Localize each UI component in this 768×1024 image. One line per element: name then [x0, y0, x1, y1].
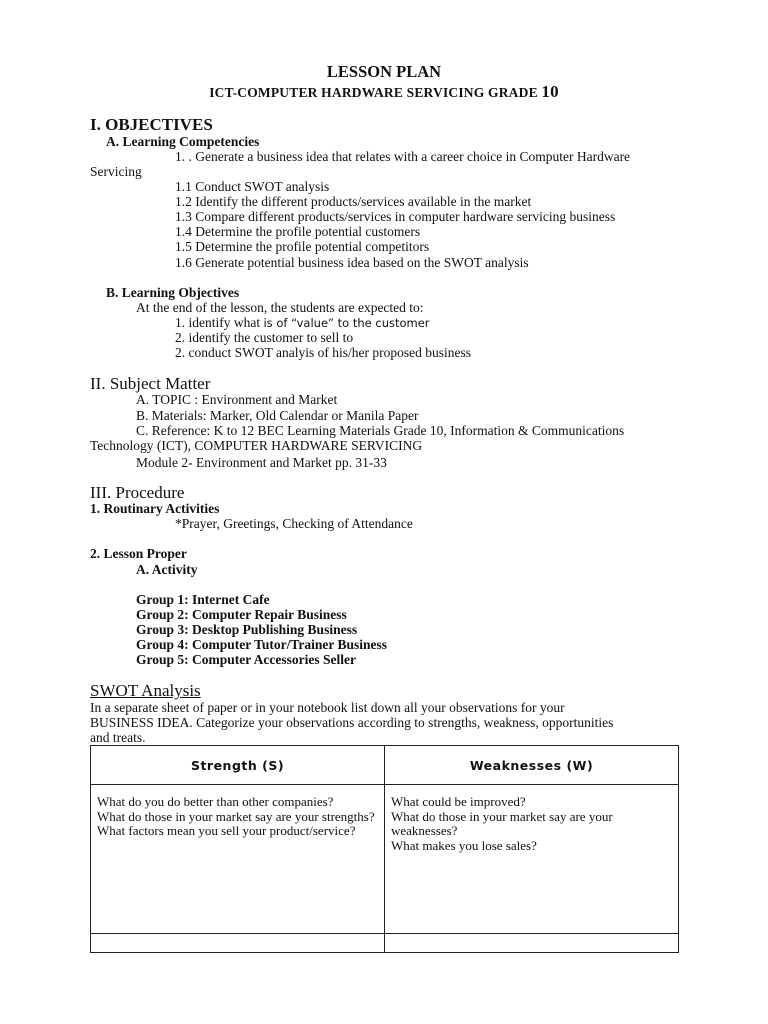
subject-reference-line3: Module 2- Environment and Market pp. 31-33	[136, 455, 387, 470]
subject-topic: A. TOPIC : Environment and Market	[136, 392, 338, 407]
learning-objective-3: 2. conduct SWOT analyis of his/her proposed business	[175, 345, 471, 360]
strength-header: Strength (S)	[91, 746, 385, 785]
swot-instruction-line1: In a separate sheet of paper or in your notebook list down all your observations for your	[90, 700, 565, 715]
subject-materials: B. Materials: Marker, Old Calendar or Manila Paper	[136, 408, 419, 423]
weakness-question: What makes you lose sales?	[391, 837, 537, 853]
subject-matter-heading: II. Subject Matter	[90, 374, 211, 393]
sub-competency-item: 1.3 Compare different products/services in computer hardware servicing business	[175, 209, 616, 224]
learning-objective-2: 2. identify the customer to sell to	[175, 330, 354, 345]
competency-1-line1: 1. . Generate a business idea that relates with a career choice in Computer Hardware	[175, 149, 631, 164]
page-title: LESSON PLAN	[326, 62, 442, 81]
sub-competency-item: 1.4 Determine the profile potential customers	[175, 224, 421, 239]
competencies-heading: A. Learning Competencies	[106, 134, 260, 149]
objective-1-prefix: 1. identify what	[175, 315, 261, 330]
weakness-header: Weaknesses (W)	[385, 746, 679, 785]
routinary-heading: 1. Routinary Activities	[90, 501, 220, 516]
group-item: Group 4: Computer Tutor/Trainer Business	[136, 637, 388, 652]
sub-competency-item: 1.5 Determine the profile potential competitors	[175, 239, 430, 254]
objectives-heading: I. OBJECTIVES	[90, 115, 213, 134]
weakness-questions	[385, 785, 678, 853]
sub-competency-item: 1.6 Generate potential business idea based on the SWOT analysis	[175, 255, 529, 270]
subject-reference-line1: C. Reference: K to 12 BEC Learning Materials Grade 10, Information & Communications	[136, 423, 625, 438]
swot-instruction-line2: BUSINESS IDEA. Categorize your observations according to strengths, weakness, opportunities	[90, 715, 614, 730]
learning-objective-1	[175, 315, 430, 331]
group-item: Group 5: Computer Accessories Seller	[136, 652, 356, 667]
table-footer-cell	[385, 934, 679, 953]
page-subtitle	[0, 84, 768, 100]
swot-heading: SWOT Analysis	[90, 681, 201, 700]
group-item: Group 2: Computer Repair Business	[136, 607, 347, 622]
procedure-heading: III. Procedure	[90, 483, 185, 502]
strength-question: What do those in your market say are your strengths?	[97, 808, 375, 824]
group-item: Group 3: Desktop Publishing Business	[136, 622, 358, 637]
routinary-text: *Prayer, Greetings, Checking of Attendance	[175, 516, 413, 531]
learning-objectives-intro: At the end of the lesson, the students are expected to:	[136, 300, 424, 315]
subject-reference-line2: Technology (ICT), COMPUTER HARDWARE SERVICING	[90, 438, 423, 453]
sub-competency-item: 1.2 Identify the different products/services available in the market	[175, 194, 532, 209]
lesson-proper-heading: 2. Lesson Proper	[90, 546, 187, 561]
swot-instruction-line3: and treats.	[90, 730, 146, 745]
subtitle-grade: 10	[541, 82, 559, 101]
subtitle-main: ICT-COMPUTER HARDWARE SERVICING GRADE	[209, 85, 538, 100]
weakness-cell	[385, 785, 679, 934]
strength-questions	[91, 785, 384, 839]
objective-1-rest: is of “value” to the customer	[263, 316, 430, 330]
strength-question: What factors mean you sell your product/service?	[97, 823, 356, 839]
competency-1-line2: Servicing	[90, 164, 142, 179]
learning-objectives-heading: B. Learning Objectives	[106, 285, 240, 300]
strength-cell	[91, 785, 385, 934]
table-footer-cell	[91, 934, 385, 953]
group-item: Group 1: Internet Cafe	[136, 592, 270, 607]
strength-question: What do you do better than other companies?	[97, 794, 334, 809]
sub-competency-item: 1.1 Conduct SWOT analysis	[175, 179, 330, 194]
activity-heading: A. Activity	[136, 562, 198, 577]
weakness-question: What could be improved?	[391, 794, 526, 809]
swot-table	[90, 745, 679, 953]
weakness-question: What do those in your market say are your weaknesses?	[391, 808, 613, 839]
